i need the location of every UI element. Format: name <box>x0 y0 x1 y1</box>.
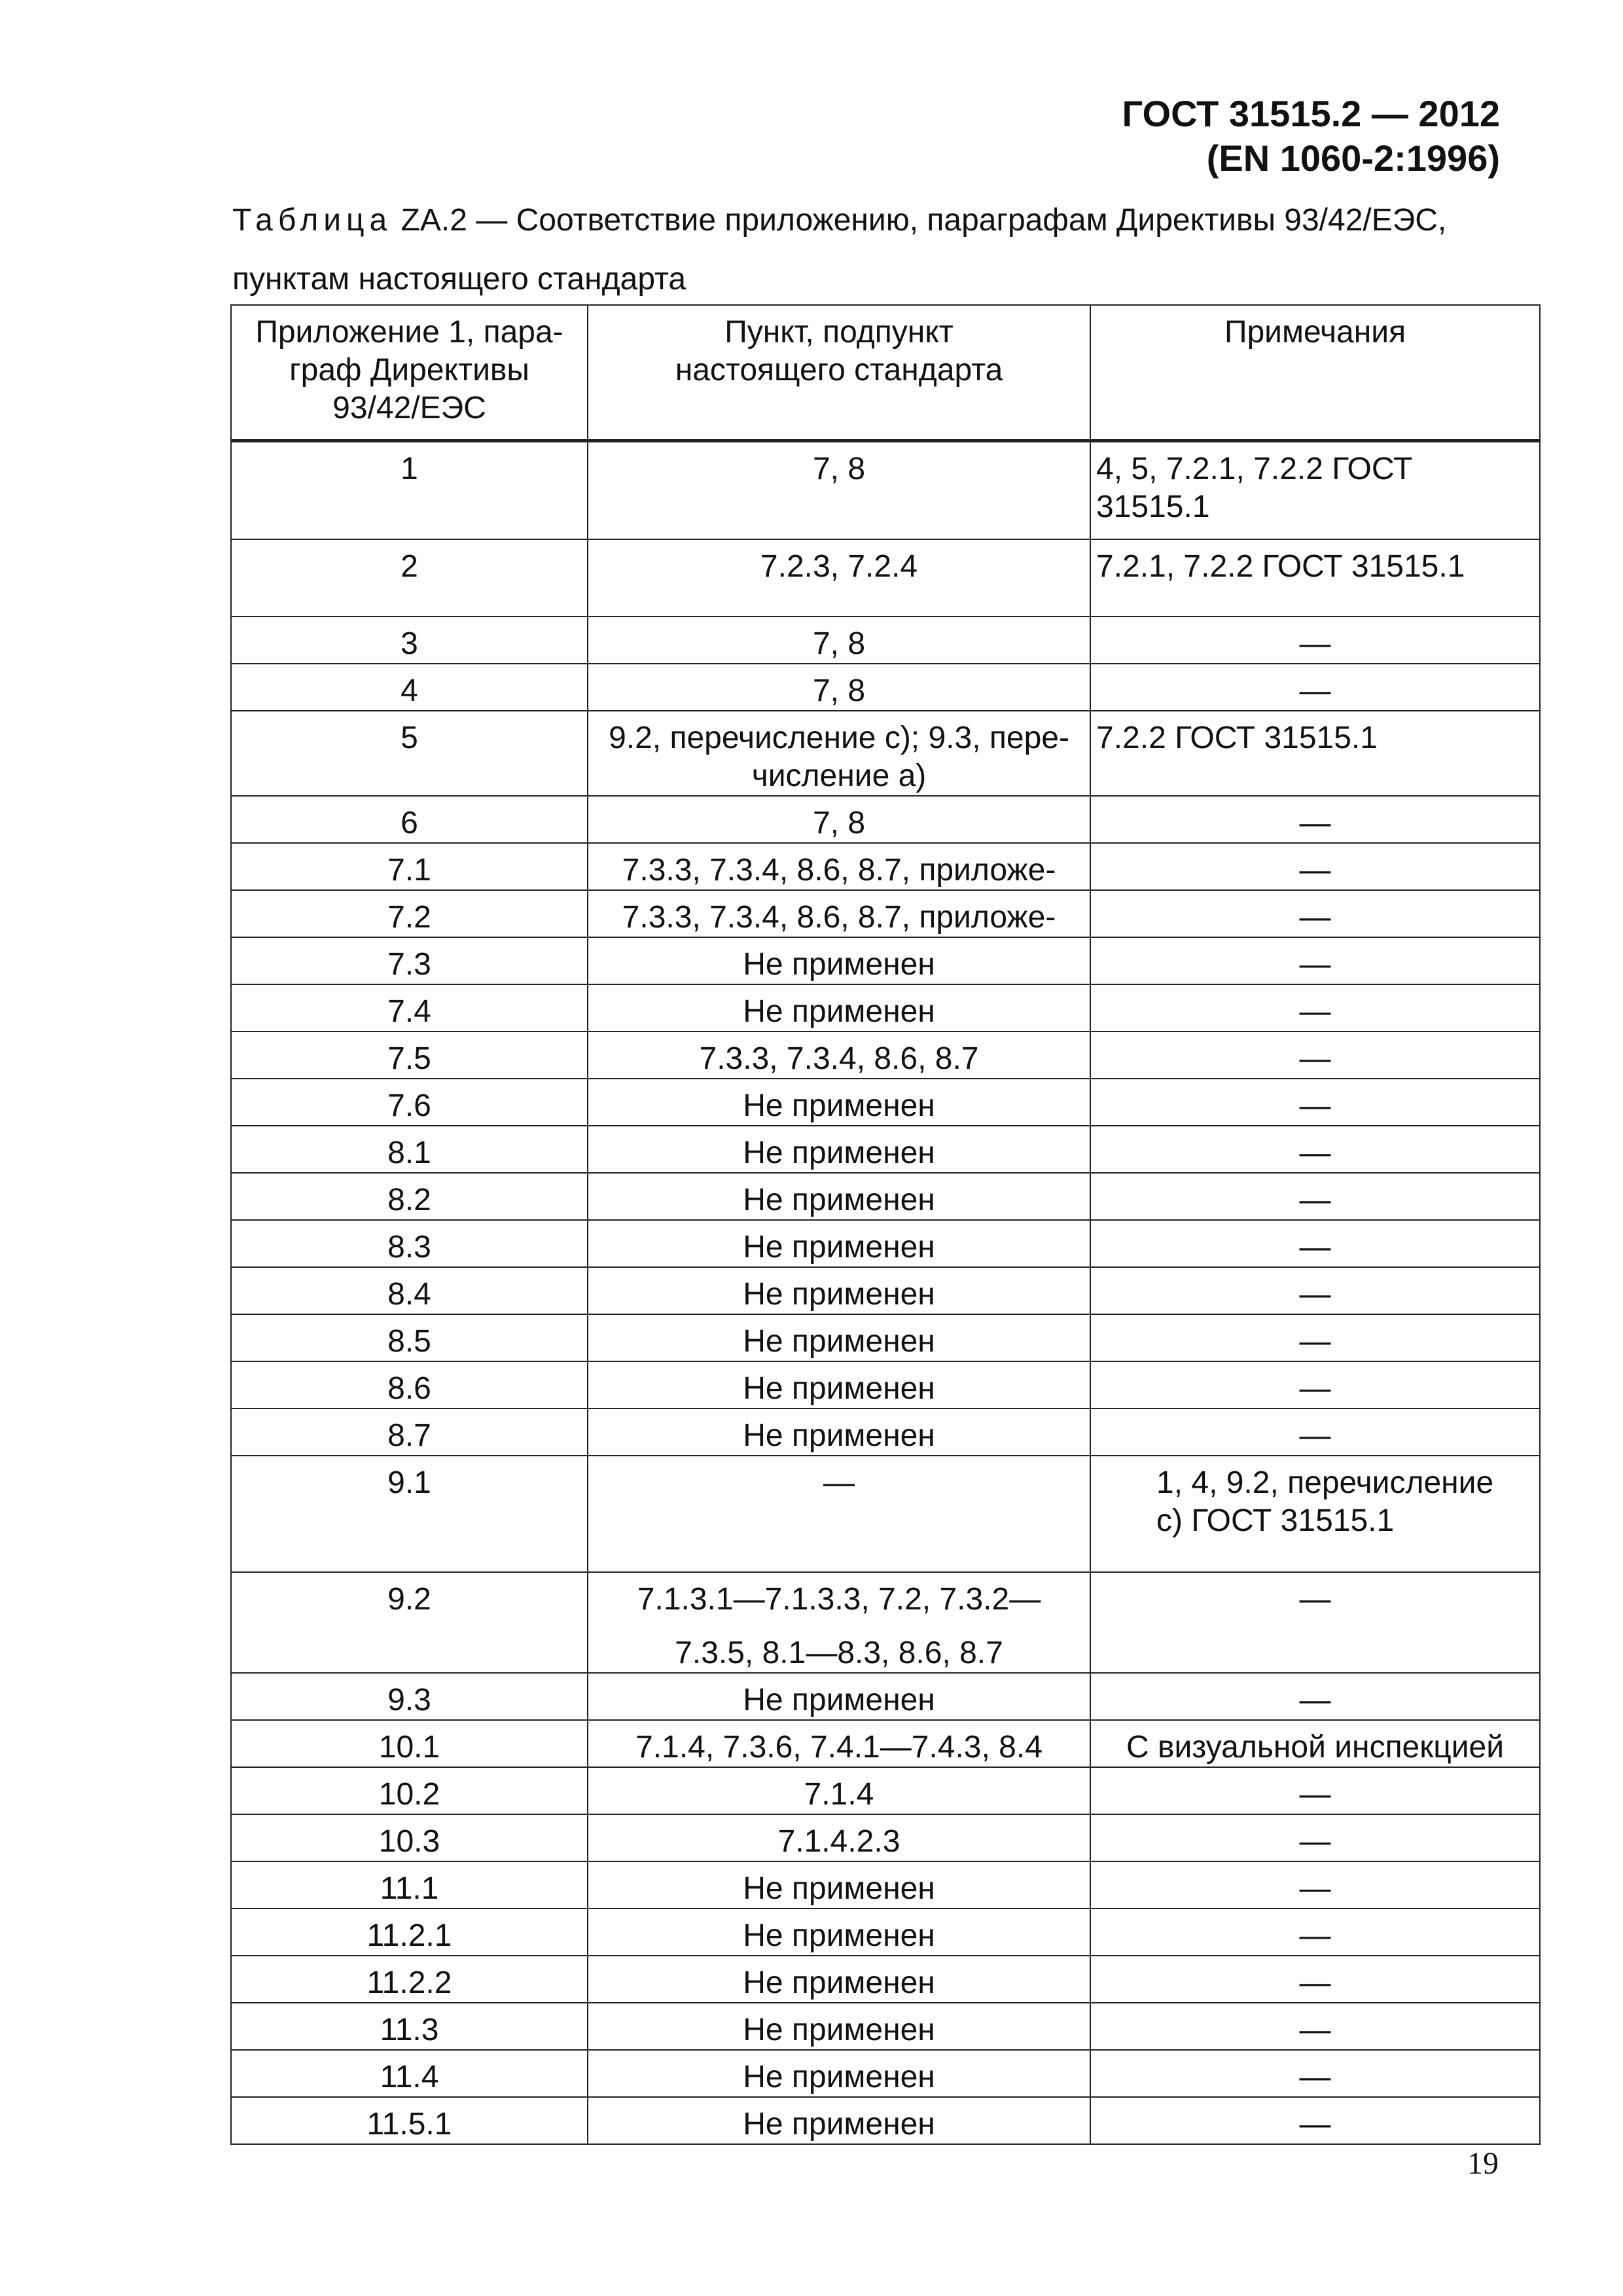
cell-clause <box>588 2050 1090 2097</box>
cell-annex-paragraph <box>231 1767 588 1814</box>
cell-line: — <box>1299 946 1331 982</box>
cell-annex-paragraph <box>231 1956 588 2003</box>
cell-clause <box>588 890 1090 937</box>
cell-notes <box>1090 2050 1540 2097</box>
standard-equivalent: (EN 1060-2:1996) <box>1206 137 1500 179</box>
table-row <box>231 2003 1540 2050</box>
cell-clause <box>588 1673 1090 1720</box>
cell-annex-paragraph <box>231 1220 588 1267</box>
cell-line: 7.3.3, 7.3.4, 8.6, 8.7 <box>699 1041 979 1076</box>
table-row <box>231 539 1540 617</box>
cell-annex-paragraph <box>231 2097 588 2144</box>
table-row <box>231 1031 1540 1079</box>
cell-annex-paragraph <box>231 1861 588 1909</box>
cell-notes <box>1090 1408 1540 1456</box>
cell-line: 7.3.3, 7.3.4, 8.6, 8.7, приложе- <box>622 899 1056 935</box>
cell-notes <box>1090 1767 1540 1814</box>
cell-clause <box>588 1909 1090 1956</box>
cell-clause <box>588 1572 1090 1673</box>
cell-line: 7, 8 <box>812 452 866 486</box>
cell-line: 7.1.3.1—7.1.3.3, 7.2, 7.3.2— <box>637 1581 1041 1617</box>
cell-line: с) ГОСТ 31515.1 <box>1156 1503 1395 1538</box>
cell-annex-paragraph <box>231 1267 588 1314</box>
cell-line: 9.2 <box>387 1581 431 1617</box>
cell-line: 3 <box>401 626 418 661</box>
table-row <box>231 2097 1540 2144</box>
table-row <box>231 1814 1540 1861</box>
cell-line: — <box>1299 1776 1331 1812</box>
cell-line: Не применен <box>743 1229 935 1265</box>
cell-line: Не применен <box>743 1418 935 1453</box>
cell-line: — <box>1299 1088 1331 1123</box>
cell-notes <box>1090 617 1540 664</box>
table-row <box>231 1673 1540 1720</box>
cell-clause <box>588 796 1090 843</box>
cell-line: 8.3 <box>387 1229 431 1265</box>
cell-annex-paragraph <box>231 1572 588 1673</box>
cell-line: 7.6 <box>387 1088 431 1123</box>
cell-line: 7.3.3, 7.3.4, 8.6, 8.7, приложе- <box>622 852 1056 888</box>
cell-line: — <box>1299 1371 1331 1406</box>
cell-line: Не применен <box>743 1965 935 2000</box>
cell-line: 7.2 <box>387 899 431 935</box>
cell-notes <box>1090 1173 1540 1220</box>
cell-notes <box>1090 1267 1540 1314</box>
cell-line: 7.1 <box>387 852 431 888</box>
cell-line: 7.3.5, 8.1—8.3, 8.6, 8.7 <box>675 1635 1003 1670</box>
cell-line: — <box>1299 1323 1331 1359</box>
cell-annex-paragraph <box>231 539 588 617</box>
cell-line: 8.7 <box>387 1418 431 1453</box>
cell-line: 1, 4, 9.2, перечисление <box>1156 1465 1494 1500</box>
cell-line: 7.1.4, 7.3.6, 7.4.1—7.4.3, 8.4 <box>635 1729 1043 1765</box>
cell-line: 8.6 <box>387 1371 431 1406</box>
cell-line: Не применен <box>743 1871 935 1906</box>
cell-clause <box>588 1720 1090 1767</box>
correspondence-table <box>230 304 1541 2145</box>
header-line: Примечания <box>1224 315 1406 350</box>
header-line: Пункт, подпункт <box>724 315 954 350</box>
cell-line: — <box>1299 994 1331 1029</box>
cell-annex-paragraph <box>231 1814 588 1861</box>
cell-clause <box>588 1031 1090 1079</box>
cell-notes <box>1090 1456 1540 1572</box>
cell-line: 6 <box>401 805 418 840</box>
table-row <box>231 1956 1540 2003</box>
cell-clause <box>588 1361 1090 1408</box>
cell-annex-paragraph <box>231 1079 588 1126</box>
cell-notes <box>1090 1909 1540 1956</box>
cell-annex-paragraph <box>231 984 588 1031</box>
cell-notes <box>1090 441 1540 539</box>
cell-annex-paragraph <box>231 796 588 843</box>
table-row <box>231 1126 1540 1173</box>
cell-notes <box>1090 1314 1540 1361</box>
cell-line: 7.1.4.2.3 <box>777 1823 901 1859</box>
cell-annex-paragraph <box>231 1173 588 1220</box>
cell-line: Не применен <box>743 1682 935 1717</box>
table-row <box>231 711 1540 796</box>
cell-notes <box>1090 1079 1540 1126</box>
header-notes <box>1090 305 1540 441</box>
cell-line: Не применен <box>743 1276 935 1312</box>
cell-annex-paragraph <box>231 441 588 539</box>
cell-line: 7.1.4 <box>804 1776 874 1812</box>
cell-clause <box>588 1767 1090 1814</box>
cell-annex-paragraph <box>231 1456 588 1572</box>
cell-line: Не применен <box>743 2059 935 2094</box>
cell-line: Не применен <box>743 1135 935 1170</box>
cell-notes <box>1090 1031 1540 1079</box>
table-row <box>231 1173 1540 1220</box>
table-row <box>231 617 1540 664</box>
cell-clause <box>588 1956 1090 2003</box>
cell-line: — <box>1299 1871 1331 1906</box>
cell-line: 1 <box>401 452 418 486</box>
cell-notes <box>1090 2097 1540 2144</box>
cell-line: Не применен <box>743 1088 935 1123</box>
table-row <box>231 1408 1540 1456</box>
cell-notes <box>1090 843 1540 890</box>
header-line: Приложение 1, пара- <box>255 315 563 350</box>
cell-line: 9.3 <box>387 1682 431 1717</box>
table-row <box>231 1267 1540 1314</box>
cell-clause <box>588 441 1090 539</box>
cell-line: — <box>1299 852 1331 888</box>
table-body <box>231 441 1540 2144</box>
cell-clause <box>588 1314 1090 1361</box>
cell-clause <box>588 1126 1090 1173</box>
cell-notes <box>1090 1673 1540 1720</box>
table-row <box>231 843 1540 890</box>
cell-line: — <box>1299 1041 1331 1076</box>
cell-line: — <box>1299 1276 1331 1312</box>
caption-title: ZA.2 — Соответствие приложению, параграфам Директивы 93/42/ЕЭС, <box>392 203 1447 238</box>
table-row <box>231 1767 1540 1814</box>
cell-clause <box>588 2097 1090 2144</box>
header-annex-paragraph <box>231 305 588 441</box>
cell-line: — <box>1299 1823 1331 1859</box>
standard-number: ГОСТ 31515.2 — 2012 <box>1122 93 1500 134</box>
cell-line: 7.4 <box>387 994 431 1029</box>
table-row <box>231 1861 1540 1909</box>
table-row <box>231 1220 1540 1267</box>
cell-annex-paragraph <box>231 711 588 796</box>
cell-annex-paragraph <box>231 1909 588 1956</box>
table-row <box>231 1909 1540 1956</box>
cell-annex-paragraph <box>231 843 588 890</box>
cell-notes <box>1090 1220 1540 1267</box>
cell-clause <box>588 984 1090 1031</box>
cell-line: Не применен <box>743 1371 935 1406</box>
cell-line: 31515.1 <box>1096 490 1210 524</box>
cell-line: 5 <box>401 720 418 755</box>
cell-annex-paragraph <box>231 2050 588 2097</box>
cell-notes <box>1090 1361 1540 1408</box>
cell-line: — <box>1299 1182 1331 1217</box>
cell-annex-paragraph <box>231 1720 588 1767</box>
table-row <box>231 1720 1540 1767</box>
cell-notes <box>1090 1126 1540 1173</box>
cell-clause <box>588 1267 1090 1314</box>
cell-annex-paragraph <box>231 1673 588 1720</box>
cell-notes <box>1090 796 1540 843</box>
cell-annex-paragraph <box>231 890 588 937</box>
header-line: настоящего стандарта <box>675 353 1003 387</box>
cell-notes <box>1090 1572 1540 1673</box>
table-row <box>231 890 1540 937</box>
cell-notes <box>1090 1861 1540 1909</box>
cell-annex-paragraph <box>231 1031 588 1079</box>
header-line: граф Директивы <box>289 353 529 387</box>
cell-line: 9.1 <box>387 1465 431 1500</box>
cell-line: 7.2.2 ГОСТ 31515.1 <box>1096 720 1378 755</box>
cell-notes <box>1090 984 1540 1031</box>
cell-line: 8.5 <box>387 1323 431 1359</box>
cell-annex-paragraph <box>231 1361 588 1408</box>
cell-line: — <box>1299 1918 1331 1953</box>
caption-line-1 <box>232 191 1541 250</box>
cell-line: — <box>1299 673 1331 708</box>
table-row <box>231 937 1540 984</box>
cell-line: 10.3 <box>378 1823 440 1859</box>
cell-line: — <box>1299 2106 1331 2142</box>
cell-line: 4, 5, 7.2.1, 7.2.2 ГОСТ <box>1096 452 1413 486</box>
cell-line: 11.2.2 <box>366 1965 452 2000</box>
cell-line: 8.4 <box>387 1276 431 1312</box>
cell-line: 7.3 <box>387 946 431 982</box>
cell-clause <box>588 1861 1090 1909</box>
table-row <box>231 796 1540 843</box>
table-row <box>231 664 1540 711</box>
cell-line: Не применен <box>743 1182 935 1217</box>
cell-line: — <box>823 1465 855 1500</box>
cell-line: 11.3 <box>380 2012 439 2047</box>
cell-annex-paragraph <box>231 1408 588 1456</box>
page-number: 19 <box>1467 2146 1499 2181</box>
cell-clause <box>588 1079 1090 1126</box>
cell-line: — <box>1299 899 1331 935</box>
cell-annex-paragraph <box>231 617 588 664</box>
cell-line: С визуальной инспекцией <box>1126 1729 1505 1765</box>
cell-clause <box>588 617 1090 664</box>
cell-clause <box>588 937 1090 984</box>
caption-line-2: пунктам настоящего стандарта <box>232 262 687 296</box>
table-row <box>231 1456 1540 1572</box>
table-row <box>231 441 1540 539</box>
cell-line: 7.5 <box>387 1041 431 1076</box>
cell-line: — <box>1299 1135 1331 1170</box>
cell-line: 7.2.1, 7.2.2 ГОСТ 31515.1 <box>1096 548 1465 584</box>
cell-line: Не применен <box>743 994 935 1029</box>
cell-line: Не применен <box>743 2012 935 2047</box>
cell-line: Не применен <box>743 1918 935 1953</box>
cell-line: 10.2 <box>378 1776 440 1812</box>
cell-notes <box>1090 664 1540 711</box>
caption-label: Таблица <box>232 203 393 238</box>
cell-line: — <box>1299 2059 1331 2094</box>
cell-line: 7.2.3, 7.2.4 <box>760 548 918 584</box>
cell-clause <box>588 2003 1090 2050</box>
cell-line: — <box>1299 1965 1331 2000</box>
cell-line: числение а) <box>751 758 927 793</box>
cell-line: 8.1 <box>387 1135 431 1170</box>
cell-line: — <box>1299 805 1331 840</box>
cell-line: 8.2 <box>387 1182 431 1217</box>
table-row <box>231 1079 1540 1126</box>
cell-line: 11.1 <box>380 1871 439 1906</box>
cell-clause <box>588 539 1090 617</box>
cell-notes <box>1090 937 1540 984</box>
cell-line: — <box>1299 1581 1331 1617</box>
table-row <box>231 984 1540 1031</box>
cell-line: — <box>1299 626 1331 661</box>
cell-line: Не применен <box>743 946 935 982</box>
cell-line: Не применен <box>743 2106 935 2142</box>
cell-clause <box>588 1408 1090 1456</box>
cell-line: 7, 8 <box>812 626 866 661</box>
cell-line: — <box>1299 1682 1331 1717</box>
cell-notes <box>1090 711 1540 796</box>
cell-annex-paragraph <box>231 2003 588 2050</box>
table-row <box>231 1314 1540 1361</box>
cell-notes <box>1090 1814 1540 1861</box>
cell-line: 11.5.1 <box>366 2106 452 2142</box>
header-line: 93/42/ЕЭС <box>332 391 486 425</box>
cell-annex-paragraph <box>231 1314 588 1361</box>
cell-annex-paragraph <box>231 1126 588 1173</box>
table-row <box>231 1572 1540 1673</box>
table-header-row <box>231 305 1540 441</box>
cell-line: 11.4 <box>380 2059 439 2094</box>
cell-notes <box>1090 1720 1540 1767</box>
document-header <box>1122 92 1501 181</box>
cell-clause <box>588 664 1090 711</box>
cell-notes <box>1090 1956 1540 2003</box>
cell-line: 9.2, перечисление с); 9.3, пере- <box>609 720 1069 755</box>
cell-line: 7, 8 <box>812 673 866 708</box>
cell-annex-paragraph <box>231 664 588 711</box>
cell-notes <box>1090 2003 1540 2050</box>
cell-clause <box>588 843 1090 890</box>
cell-line: 7, 8 <box>812 805 866 840</box>
header-clause <box>588 305 1090 441</box>
cell-line: — <box>1299 1418 1331 1453</box>
cell-clause <box>588 1814 1090 1861</box>
cell-line: 11.2.1 <box>366 1918 452 1953</box>
cell-clause <box>588 711 1090 796</box>
cell-line: Не применен <box>743 1323 935 1359</box>
cell-line: 10.1 <box>378 1729 440 1765</box>
cell-notes <box>1090 539 1540 617</box>
cell-line: — <box>1299 1229 1331 1265</box>
cell-clause <box>588 1173 1090 1220</box>
cell-notes <box>1090 890 1540 937</box>
cell-clause <box>588 1456 1090 1572</box>
table-caption <box>232 191 1541 309</box>
cell-line: 2 <box>401 548 418 584</box>
table-row <box>231 2050 1540 2097</box>
cell-line: 4 <box>401 673 418 708</box>
table-row <box>231 1361 1540 1408</box>
cell-line: — <box>1299 2012 1331 2047</box>
cell-annex-paragraph <box>231 937 588 984</box>
cell-clause <box>588 1220 1090 1267</box>
